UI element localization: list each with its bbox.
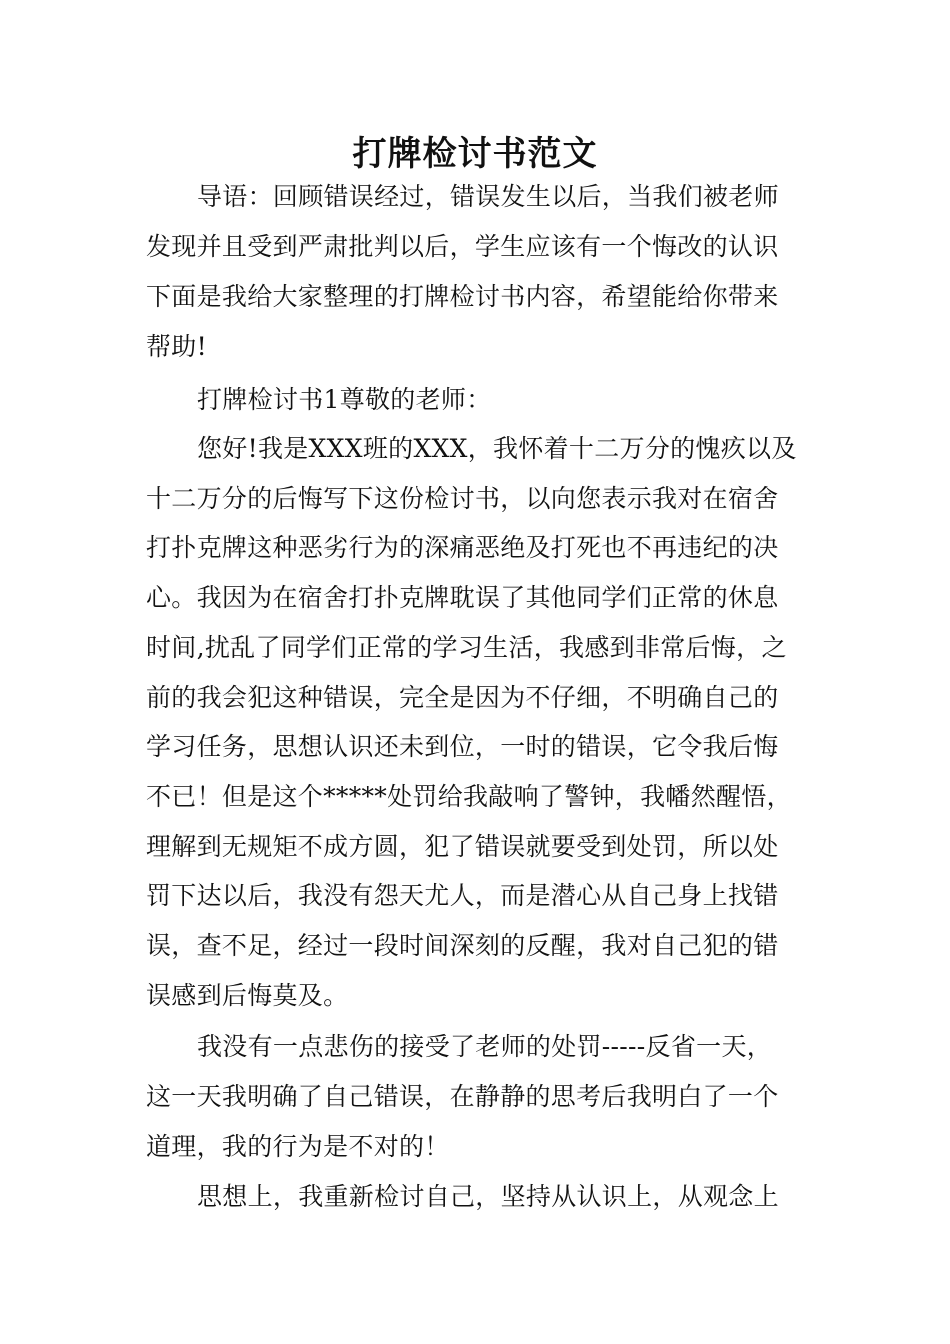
text-line: 不已！但是这个*****处罚给我敲响了警钟，我幡然醒悟，	[146, 782, 792, 811]
text-line: 发现并且受到严肃批判以后，学生应该有一个悔改的认识	[146, 232, 779, 261]
text-line: 道理，我的行为是不对的！	[146, 1132, 450, 1161]
text-line: 打扑克牌这种恶劣行为的深痛恶绝及打死也不再违纪的决	[146, 533, 779, 562]
document-title: 打牌检讨书范文	[352, 134, 598, 174]
text-line: 帮助!	[146, 332, 207, 361]
text-line: 下面是我给大家整理的打牌检讨书内容，希望能给你带来	[146, 282, 779, 311]
text-line: 十二万分的后悔写下这份检讨书，以向您表示我对在宿舍	[146, 484, 779, 513]
text-line: 您好!我是XXX班的XXX，我怀着十二万分的愧疚以及	[197, 434, 797, 463]
text-line: 心。我因为在宿舍打扑克牌耽误了其他同学们正常的休息	[146, 583, 779, 612]
text-line: 这一天我明确了自己错误，在静静的思考后我明白了一个	[146, 1082, 779, 1111]
text-line: 误感到后悔莫及。	[146, 981, 349, 1010]
text-line: 前的我会犯这种错误，完全是因为不仔细，不明确自己的	[146, 683, 779, 712]
text-line: 学习任务，思想认识还未到位，一时的错误，它令我后悔	[146, 732, 779, 761]
text-line: 思想上，我重新检讨自己，坚持从认识上，从观念上	[197, 1182, 779, 1211]
text-line: 罚下达以后，我没有怨天尤人，而是潜心从自己身上找错	[146, 881, 779, 910]
text-line: 误，查不足，经过一段时间深刻的反醒，我对自己犯的错	[146, 931, 779, 960]
text-line: 我没有一点悲伤的接受了老师的处罚-----反省一天，	[197, 1032, 773, 1061]
text-line: 打牌检讨书1尊敬的老师：	[197, 385, 492, 414]
text-line: 导语：回顾错误经过，错误发生以后，当我们被老师	[197, 182, 779, 211]
text-line: 时间,扰乱了同学们正常的学习生活，我感到非常后悔，之	[146, 633, 787, 662]
text-line: 理解到无规矩不成方圆，犯了错误就要受到处罚，所以处	[146, 832, 779, 861]
